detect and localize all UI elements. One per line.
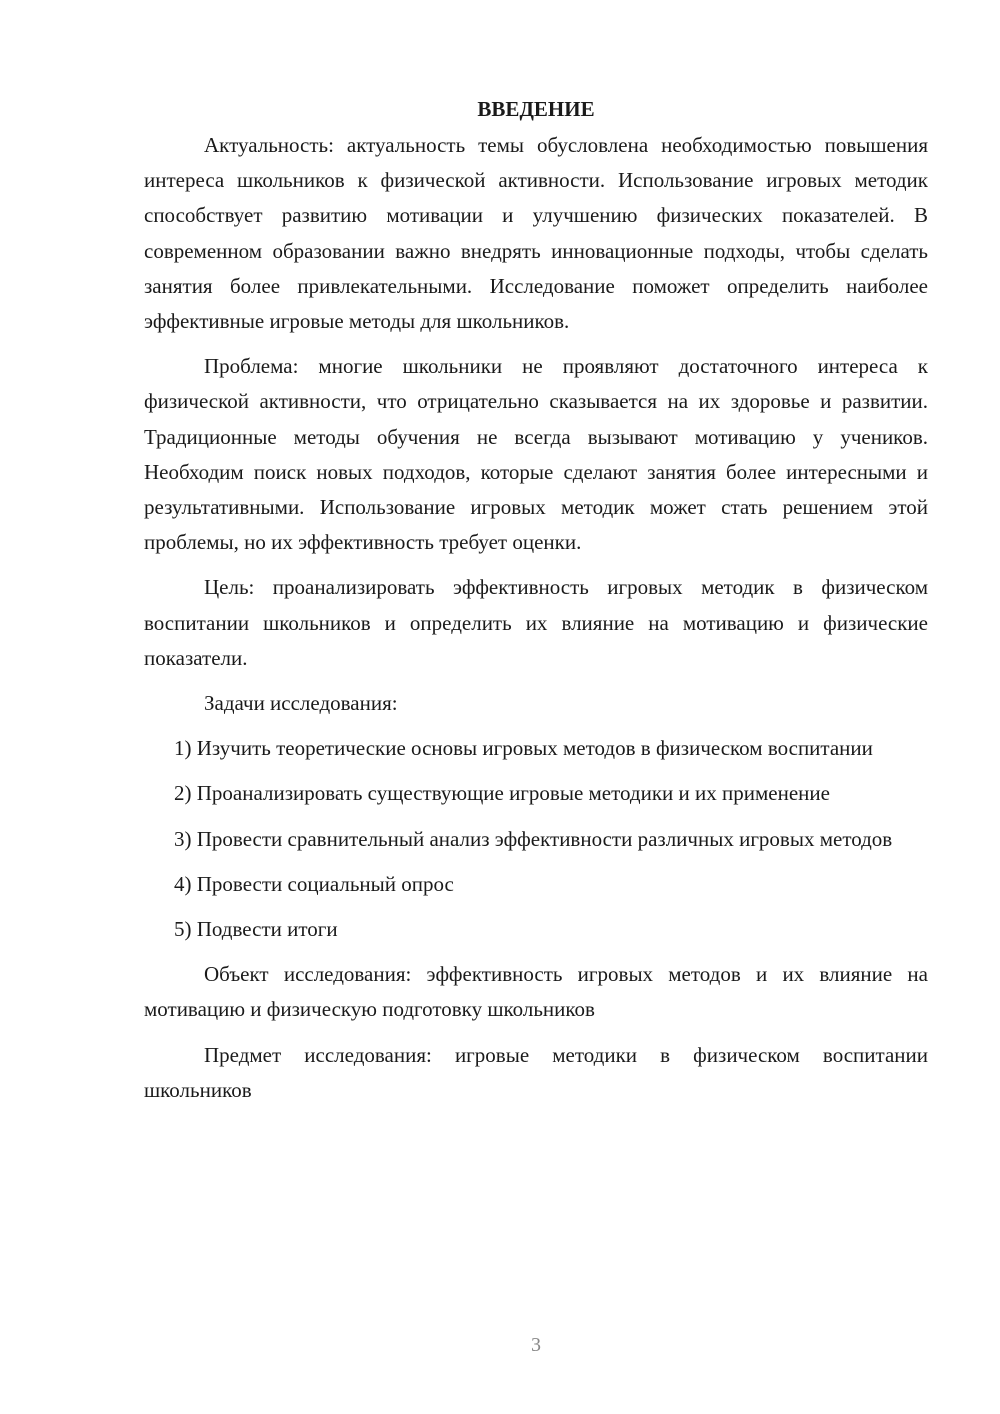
problem-paragraph: Проблема: многие школьники не проявляют достаточного интереса к физической активности, что отрицательно сказывается на их здоровье и развитии. Традиционные методы обучения не всегда вызывают мотивацию у учеников. Необходим поиск новых подходов, которые сделают занятия более интересными и результативными. Использование игровых методик может стать решением этой проблемы, но их эффективность требует оценки. xyxy=(144,354,928,555)
section-heading: ВВЕДЕНИЕ xyxy=(477,97,595,121)
document-page xyxy=(144,92,928,1108)
page-number: 3 xyxy=(531,1334,541,1356)
task-item-1: 1) Изучить теоретические основы игровых методов в физическом воспитании xyxy=(174,736,873,761)
task-item-3: 3) Провести сравнительный анализ эффективности различных игровых методов xyxy=(174,826,893,851)
task-item-4: 4) Провести социальный опрос xyxy=(174,871,454,896)
relevance-paragraph: Актуальность: актуальность темы обусловлена необходимостью повышения интереса школьников к физической активности. Использование игровых методик способствует развитию мотивации и улучшению физических показателей. В современном образовании важно внедрять инновационные подходы, чтобы сделать занятия более привлекательными. Исследование поможет определить наиболее эффективные игровые методы для школьников. xyxy=(144,133,928,334)
tasks-title: Задачи исследования: xyxy=(204,691,398,716)
task-item-2: 2) Проанализировать существующие игровые методики и их применение xyxy=(174,781,830,806)
goal-paragraph: Цель: проанализировать эффективность игровых методик в физическом воспитании школьников и определить их влияние на мотивацию и физические показатели. xyxy=(144,575,928,670)
object-paragraph: Объект исследования: эффективность игровых методов и их влияние на мотивацию и физическую подготовку школьников xyxy=(144,962,928,1022)
subject-paragraph: Предмет исследования: игровые методики в физическом воспитании школьников xyxy=(144,1042,928,1102)
task-item-5: 5) Подвести итоги xyxy=(174,917,338,942)
